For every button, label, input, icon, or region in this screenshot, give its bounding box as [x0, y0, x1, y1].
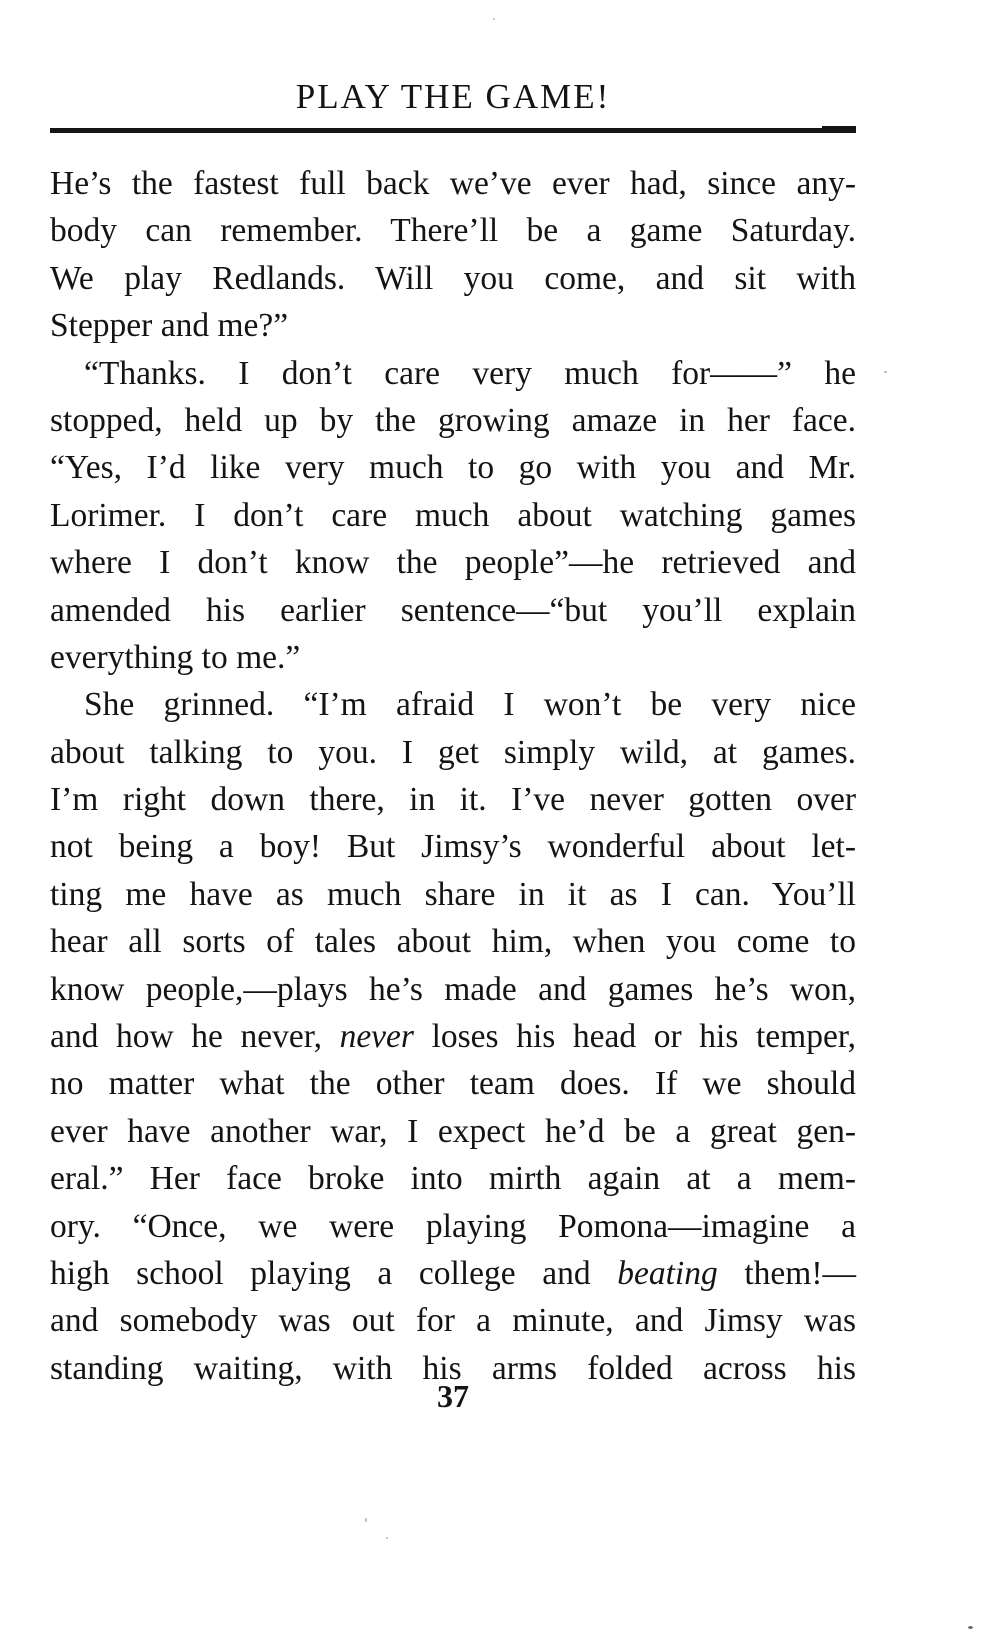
text-line: body can remember. There’ll be a game Saturday. [50, 212, 856, 250]
text-run: and how he never, [50, 1018, 340, 1056]
text-line: She grinned. “I’m afraid I won’t be very nice [84, 686, 856, 724]
page-number: 37 [437, 1378, 469, 1414]
emphasis: never [339, 1018, 414, 1056]
text-line: everything to me.” [50, 638, 301, 676]
text-line: We play Redlands. Will you come, and sit with [50, 259, 856, 297]
text-line: ever have another war, I expect he’d be a great gen- [50, 1112, 856, 1150]
text-run: loses his head or his temper, [413, 1018, 857, 1056]
text-line: Lorimer. I don’t care much about watching games [50, 496, 856, 534]
text-line: no matter what the other team does. If we should [50, 1065, 856, 1103]
text-run: high school playing a college and [50, 1254, 618, 1292]
text-run: them!— [717, 1254, 857, 1292]
text-line: where I don’t know the people”—he retrieved and [50, 544, 856, 582]
running-head: PLAY THE GAME! [295, 77, 611, 116]
text-line: “Thanks. I don’t care very much for——” he [84, 354, 856, 392]
text-line: standing waiting, with his arms folded across his [50, 1349, 856, 1387]
text-line: stopped, held up by the growing amaze in her face. [50, 401, 856, 439]
text-line: and somebody was out for a minute, and Jimsy was [50, 1302, 856, 1340]
emphasis: beating [617, 1254, 718, 1292]
text-line: not being a boy! But Jimsy’s wonderful about let- [50, 828, 856, 866]
text-line: amended his earlier sentence—“but you’ll explain [50, 591, 856, 629]
text-line: I’m right down there, in it. I’ve never gotten over [50, 781, 856, 819]
text-line: ting me have as much share in it as I can. You’ll [50, 875, 856, 913]
text-line: ory. “Once, we were playing Pomona—imagine a [50, 1207, 856, 1245]
header-rule-cap [822, 126, 856, 133]
paper-speck [884, 371, 887, 373]
text-line [50, 1013, 856, 1060]
paper-speck [386, 1537, 388, 1539]
body-text [50, 160, 856, 1392]
text-line: “Yes, I’d like very much to go with you and Mr. [50, 449, 856, 487]
text-line: hear all sorts of tales about him, when you come to [50, 923, 856, 961]
text-line: about talking to you. I get simply wild, at games. [50, 733, 856, 771]
text-line: know people,—plays he’s made and games he’s won, [50, 970, 856, 1008]
text-line: eral.” Her face broke into mirth again at a mem- [50, 1160, 856, 1198]
text-line: He’s the fastest full back we’ve ever had, since any- [50, 165, 856, 202]
paper-speck [493, 18, 495, 20]
paper-speck [365, 1518, 367, 1522]
text-line [50, 1250, 856, 1297]
paper-speck [968, 1626, 973, 1629]
header-rule [50, 128, 856, 133]
text-line: Stepper and me?” [50, 307, 289, 345]
